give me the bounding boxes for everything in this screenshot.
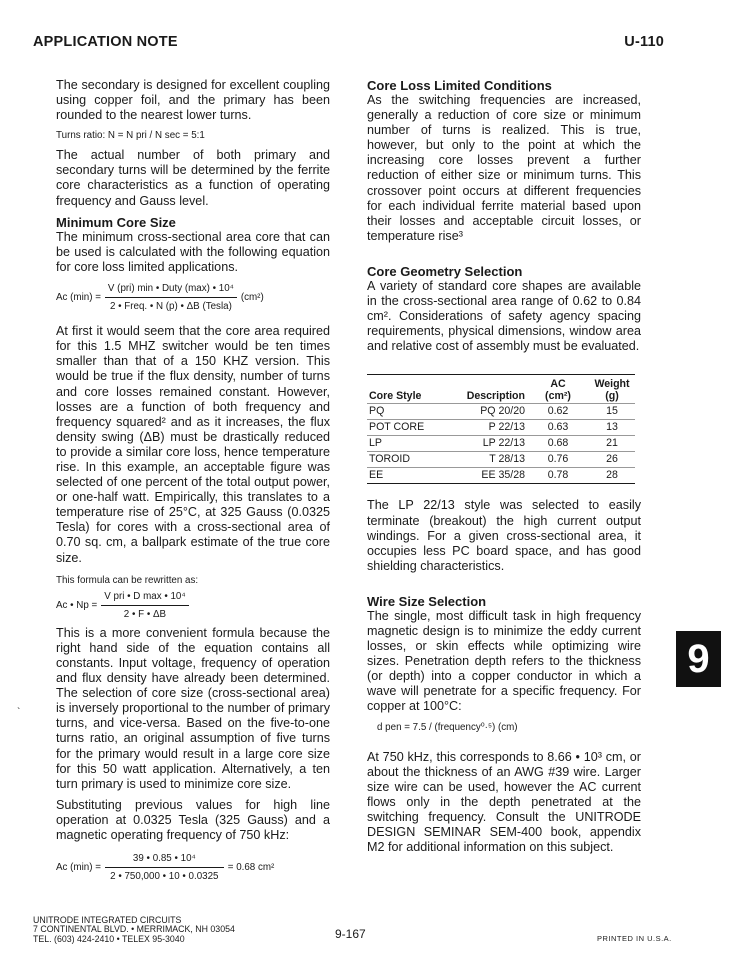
cell-style: LP [367, 436, 445, 452]
footer-phone: TEL. (603) 424-2410 • TELEX 95-3040 [33, 933, 185, 944]
equation-denominator: 2 • F • ΔB [123, 608, 167, 620]
table-row [367, 404, 635, 420]
cell-description: P 22/13 [445, 420, 527, 436]
paragraph: As the switching frequencies are increased, generally a reduction of core size or minimum number of turns is realized. This is true, however, but only to the point at which the increasing core losses prevent a further reduction of either size or minimum turns. This crossover point occurs at different frequencies for each individual ferrite material based upon their losses and acceptable circuit losses, or temperature rise³ [367, 93, 641, 243]
equation-lhs: Ac (min) = [56, 291, 101, 303]
col-header-weight [589, 375, 635, 404]
right-column [367, 78, 641, 861]
core-table [367, 374, 635, 484]
cell-weight: 15 [589, 404, 635, 420]
paragraph: Substituting previous values for high line operation at 0.0325 Tesla (325 Gauss) and a magnetic operating frequency of 750 kHz: [56, 797, 330, 843]
cell-ac: 0.76 [527, 452, 589, 468]
paragraph: The secondary is designed for excellent coupling using copper foil, and the primary has been rounded to the nearest lower turns. [56, 78, 330, 123]
equation-fraction [101, 589, 188, 622]
equation-ac-min-result [56, 851, 330, 884]
cell-style: EE [367, 468, 445, 484]
penetration-depth-formula: d pen = 7.5 / (frequency⁰·⁵) (cm) [377, 721, 518, 733]
table-row [367, 420, 635, 436]
weight-unit: (g) [605, 390, 619, 403]
table-row [367, 436, 635, 452]
footer-company: UNITRODE INTEGRATED CIRCUITS [33, 915, 182, 925]
cell-description: EE 35/28 [445, 468, 527, 484]
weight-label: Weight [594, 378, 630, 391]
document-number: U-110 [624, 34, 664, 50]
cell-style: TOROID [367, 452, 445, 468]
page-number: 9-167 [335, 927, 366, 941]
paragraph: The LP 22/13 style was selected to easily terminate (breakout) the high current output windings. For a given cross-sectional area, it occupies less PC board space, and has good shielding characteristics. [367, 498, 641, 573]
paragraph: The minimum cross-sectional area core that can be used is calculated with the following equation for core loss limited applications. [56, 229, 330, 274]
cell-weight: 13 [589, 420, 635, 436]
paragraph: This is a more convenient formula because the right hand side of the equation contains all constants. Input voltage, frequency of operation and flux density have already been determined. The selection of core size (cross-sectional area) is inversely proportional to the number of primary turns, and vice-versa. Based on the five-to-one turns ratio, an original assumption of five turns for the primary would result in a large core size for this 50 watt application. Alternatively, a ten turn primary is used to minimize core size. [56, 625, 330, 791]
paragraph: The actual number of both primary and secondary turns will be determined by the ferrite core characteristics as a function of operating frequency and Gauss level. [56, 148, 330, 208]
header-title: APPLICATION NOTE [33, 34, 178, 50]
cell-weight: 28 [589, 468, 635, 484]
table-row [367, 452, 635, 468]
cell-description: PQ 20/20 [445, 404, 527, 420]
heading-wire-size: Wire Size Selection [367, 593, 487, 609]
rewrite-note: This formula can be rewritten as: [56, 574, 199, 586]
equation-numerator: 39 • 0.85 • 10⁴ [105, 851, 224, 868]
heading-core-geometry: Core Geometry Selection [367, 263, 523, 279]
equation-unit: (cm²) [240, 291, 264, 303]
ac-label: AC [550, 378, 566, 391]
ac-unit: (cm²) [545, 390, 571, 403]
equation-result: = 0.68 cm² [227, 862, 275, 874]
equation-fraction [105, 281, 237, 314]
footer-street: 7 CONTINENTAL BLVD. • MERRIMACK, NH 03054 [33, 924, 235, 935]
col-header-description: Description [445, 375, 527, 404]
equation-denominator: 2 • Freq. • N (p) • ΔB (Tesla) [109, 301, 232, 313]
cell-ac: 0.78 [527, 468, 589, 484]
footer-address [33, 916, 235, 944]
cell-ac: 0.62 [527, 404, 589, 420]
stray-mark: ` [17, 707, 21, 718]
cell-ac: 0.63 [527, 420, 589, 436]
heading-minimum-core-size: Minimum Core Size [56, 214, 176, 230]
cell-ac: 0.68 [527, 436, 589, 452]
equation-lhs: Ac • Np = [56, 599, 98, 611]
table-row [367, 468, 635, 484]
left-column [56, 78, 330, 894]
equation-ac-np [56, 589, 330, 622]
equation-numerator: V pri • D max • 10⁴ [101, 589, 188, 606]
section-tab: 9 [676, 631, 721, 687]
cell-weight: 26 [589, 452, 635, 468]
cell-description: T 28/13 [445, 452, 527, 468]
paragraph: A variety of standard core shapes are available in the cross-sectional area range of 0.62 to 0.84 cm². Considerations of safety agency spacing requirements, physical dimensions, window area and relative cost of assembly must be evaluated. [367, 278, 641, 354]
paragraph: At 750 kHz, this corresponds to 8.66 • 10³ cm, or about the thickness of an AWG #39 wire. Larger size wire can be used, however the AC current flows only in the depth penetrated at the switching frequency. Consult the UNITRODE DESIGN SEMINAR SEM-400 book, appendix M2 for additional information on this subject. [367, 749, 641, 855]
equation-lhs: Ac (min) = [56, 862, 101, 874]
cell-description: LP 22/13 [445, 436, 527, 452]
turns-ratio: Turns ratio: N = N pri / N sec = 5:1 [56, 130, 205, 142]
equation-denominator: 2 • 750,000 • 10 • 0.0325 [110, 871, 219, 883]
equation-fraction [105, 851, 224, 884]
heading-core-loss: Core Loss Limited Conditions [367, 78, 552, 93]
cell-style: PQ [367, 404, 445, 420]
printed-in: PRINTED IN U.S.A. [597, 934, 672, 943]
cell-style: POT CORE [367, 420, 445, 436]
col-header-ac [527, 375, 589, 404]
paragraph: At first it would seem that the core area required for this 1.5 MHZ switcher would be ten times smaller than that of a 150 KHZ version. This would be true if the flux density, number of turns and core losses remained constant. However, losses are a function of both frequency and frequency squared² and as it increases, the flux density swing (ΔB) must be drastically reduced to provide a similar core loss, hence temperature rise. In this example, an acceptable figure was selected of one percent of the total output power, or one-half watt. Empirically, this translates to a temperature rise of 25°C, at 325 Gauss (0.0325 Tesla) for cores with a cross-sectional area of 0.70 sq. cm, a ballpark estimate of the true core size. [56, 324, 330, 565]
equation-ac-min [56, 281, 330, 314]
col-header-core-style: Core Style [367, 375, 445, 404]
paragraph: The single, most difficult task in high frequency magnetic design is to minimize the eddy current losses, or skin effects while optimizing wire sizes. Penetration depth refers to the thickness (or depth) into a copper conductor in which a wave will penetrate for a specific frequency. For copper at 100°C: [367, 608, 641, 714]
cell-weight: 21 [589, 436, 635, 452]
equation-numerator: V (pri) min • Duty (max) • 10⁴ [105, 281, 237, 298]
